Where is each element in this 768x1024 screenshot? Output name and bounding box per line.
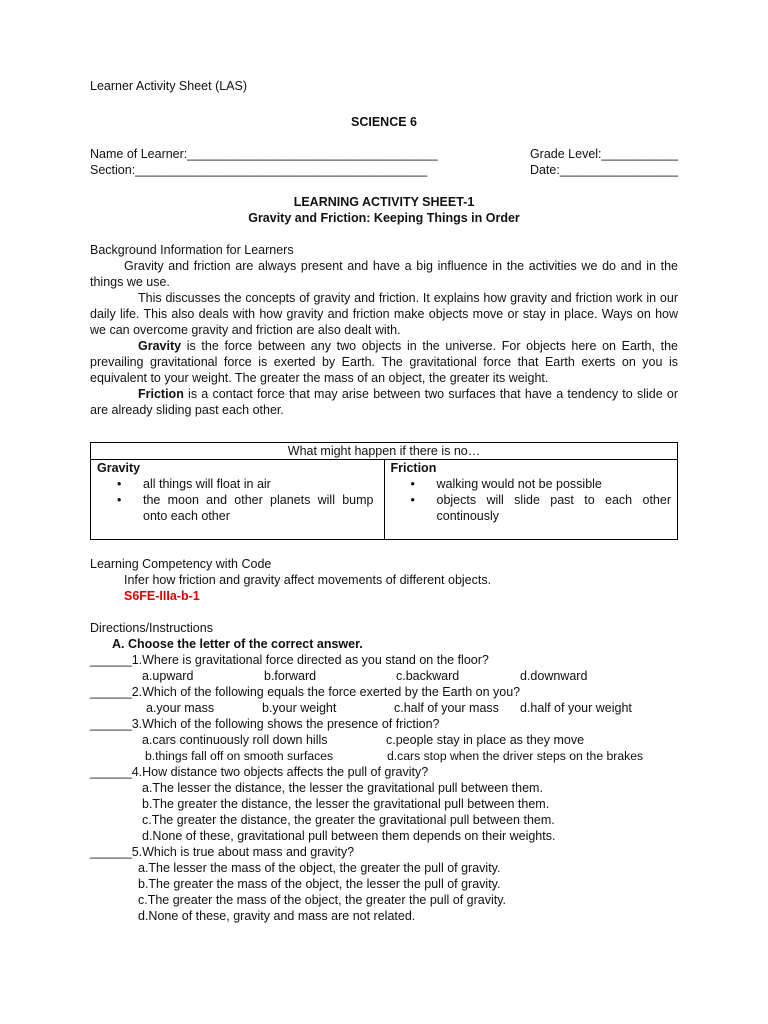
gravity-definition: is the force between any two objects in the universe. For objects here on Earth, the prevailing gravitational force is exerted by Earth. The gravitational force that Earth exerts on you is equivalent to your weight. The greater the mass of an object, the greater its weight. — [90, 339, 678, 385]
gravity-item: • all things will float in air — [97, 476, 378, 492]
question-4-options — [142, 780, 678, 844]
gravity-term: Gravity — [138, 339, 182, 353]
question-3-options-row1 — [142, 732, 678, 748]
friction-column-title: Friction — [390, 461, 437, 475]
option[interactable]: c.The greater the mass of the object, the greater the pull of gravity. — [138, 893, 507, 907]
competency-text: Infer how friction and gravity affect movements of different objects. — [124, 573, 492, 587]
question-3-options-row2 — [145, 748, 678, 764]
question-2: ______2.Which of the following equals the force exerted by the Earth on you? — [90, 685, 521, 699]
friction-cell — [384, 460, 678, 540]
background-paragraph-1: Gravity and friction are always present and have a big influence in the activities we do and in the things we use. — [90, 259, 678, 289]
name-of-learner-field[interactable]: Name of Learner:____________________________________ — [90, 147, 438, 161]
friction-term: Friction — [138, 387, 184, 401]
option[interactable]: c.half of your mass — [394, 701, 499, 715]
directions-heading: Directions/Instructions — [90, 621, 213, 635]
comparison-table — [90, 442, 678, 540]
friction-item: • objects will slide past to each other continously — [391, 492, 672, 524]
option[interactable]: a.upward — [142, 669, 194, 683]
gravity-cell — [91, 460, 385, 540]
date-field[interactable]: Date:_________________ — [529, 163, 678, 177]
option[interactable]: b.The greater the mass of the object, the lesser the pull of gravity. — [138, 877, 501, 891]
background-paragraph-4 — [90, 386, 678, 418]
section-field[interactable]: Section:__________________________________________ — [90, 163, 428, 177]
background-paragraph-3 — [90, 338, 678, 386]
part-a-instruction: A. Choose the letter of the correct answer. — [112, 637, 363, 651]
competency-heading: Learning Competency with Code — [90, 557, 272, 571]
grade-level-field[interactable]: Grade Level:___________ — [529, 147, 678, 161]
option[interactable]: b.things fall off on smooth surfaces — [145, 749, 334, 763]
option[interactable]: c.backward — [396, 669, 460, 683]
sheet-title: LEARNING ACTIVITY SHEET-1 — [293, 195, 475, 209]
activity-sheet — [90, 78, 678, 924]
table-header: What might happen if there is no… — [91, 443, 678, 460]
option[interactable]: d.None of these, gravity and mass are not related. — [138, 909, 416, 923]
option[interactable]: d.None of these, gravitational pull between them depends on their weights. — [142, 829, 556, 843]
question-5-options — [138, 860, 678, 924]
option[interactable]: b.your weight — [262, 701, 337, 715]
option[interactable]: d.downward — [520, 669, 588, 683]
subject-title: SCIENCE 6 — [351, 115, 417, 129]
option[interactable]: b.forward — [264, 669, 317, 683]
friction-definition: is a contact force that may arise between two surfaces that have a tendency to slide or are already sliding past each other. — [90, 387, 678, 417]
question-3: ______3.Which of the following shows the presence of friction? — [90, 717, 440, 731]
competency-code: S6FE-IIIa-b-1 — [124, 589, 200, 603]
las-label: Learner Activity Sheet (LAS) — [90, 79, 248, 93]
option[interactable]: c.The greater the distance, the greater the gravitational pull between them. — [142, 813, 555, 827]
option[interactable]: c.people stay in place as they move — [386, 733, 585, 747]
question-2-options — [146, 700, 678, 716]
option[interactable]: a.cars continuously roll down hills — [142, 733, 328, 747]
option[interactable]: b.The greater the distance, the lesser the gravitational pull between them. — [142, 797, 550, 811]
gravity-column-title: Gravity — [97, 461, 141, 475]
background-heading: Background Information for Learners — [90, 243, 294, 257]
option[interactable]: d.half of your weight — [520, 701, 632, 715]
option[interactable]: a.your mass — [146, 701, 215, 715]
question-4: ______4.How distance two objects affects the pull of gravity? — [90, 765, 429, 779]
question-1-options — [142, 668, 678, 684]
sheet-subtitle: Gravity and Friction: Keeping Things in Order — [248, 211, 520, 225]
question-5: ______5.Which is true about mass and gravity? — [90, 845, 355, 859]
option[interactable]: d.cars stop when the driver steps on the brakes — [387, 749, 644, 763]
gravity-item: • the moon and other planets will bump onto each other — [97, 492, 378, 524]
option[interactable]: a.The lesser the mass of the object, the greater the pull of gravity. — [138, 861, 501, 875]
friction-item: • walking would not be possible — [391, 476, 672, 492]
question-1: ______1.Where is gravitational force directed as you stand on the floor? — [90, 653, 489, 667]
option[interactable]: a.The lesser the distance, the lesser the gravitational pull between them. — [142, 781, 543, 795]
background-paragraph-2: This discusses the concepts of gravity and friction. It explains how gravity and friction work in our daily life. This also deals with how gravity and friction make objects move or stay in place. Ways on how we can overcome gravity and friction are also dealt with. — [90, 291, 678, 337]
